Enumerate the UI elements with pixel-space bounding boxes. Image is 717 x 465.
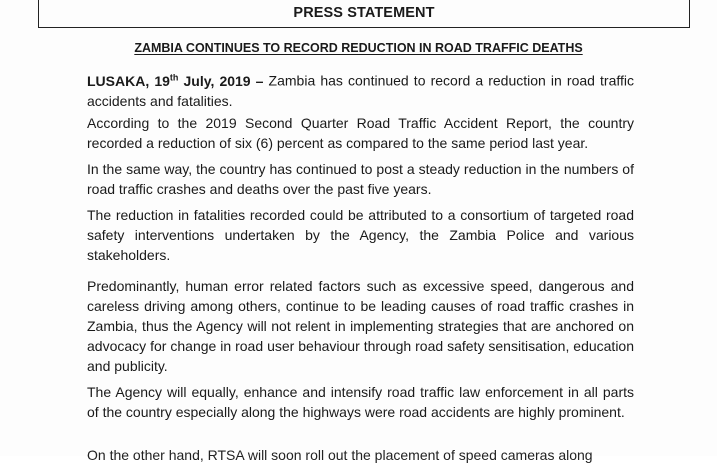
dateline: [87, 73, 263, 89]
paragraph-3: In the same way, the country has continued to post a steady reduction in the numbers of road traffic crashes and deaths over the past five years.: [87, 161, 634, 197]
paragraph-2: According to the 2019 Second Quarter Road Traffic Accident Report, the country recorded a reduction of six (6) percent as compared to the same period last year.: [87, 115, 634, 151]
paragraph-7-partial: On the other hand, RTSA will soon roll out the placement of speed cameras along: [87, 447, 593, 463]
dateline-place: LUSAKA, 19: [87, 72, 170, 89]
document-title: ZAMBIA CONTINUES TO RECORD REDUCTION IN ROAD TRAFFIC DEATHS: [134, 41, 583, 55]
paragraph-1-text: Zambia has continued to record a reduction in road traffic accidents and fatalities.: [87, 72, 634, 109]
paragraph-5: Predominantly, human error related factors such as excessive speed, dangerous and careless driving among others, continue to be leading causes of road traffic crashes in Zambia, thus the Agency will not relent in implementing strategies that are anchored on advocacy for change in road user behaviour through road safety sensitisation, education and publicity.: [87, 278, 634, 374]
paragraph-4: The reduction in fatalities recorded could be attributed to a consortium of targeted road safety interventions undertaken by the Agency, the Zambia Police and various stakeholders.: [87, 207, 634, 263]
dateline-rest: July, 2019 –: [178, 72, 264, 89]
paragraph-6: The Agency will equally, enhance and intensify road traffic law enforcement in all parts of the country especially along the highways were road accidents are highly prominent.: [87, 384, 634, 420]
paragraph-1: [87, 67, 634, 111]
header-box: [38, 0, 690, 28]
press-statement-heading: PRESS STATEMENT: [293, 5, 435, 21]
dateline-sup: th: [169, 72, 179, 82]
